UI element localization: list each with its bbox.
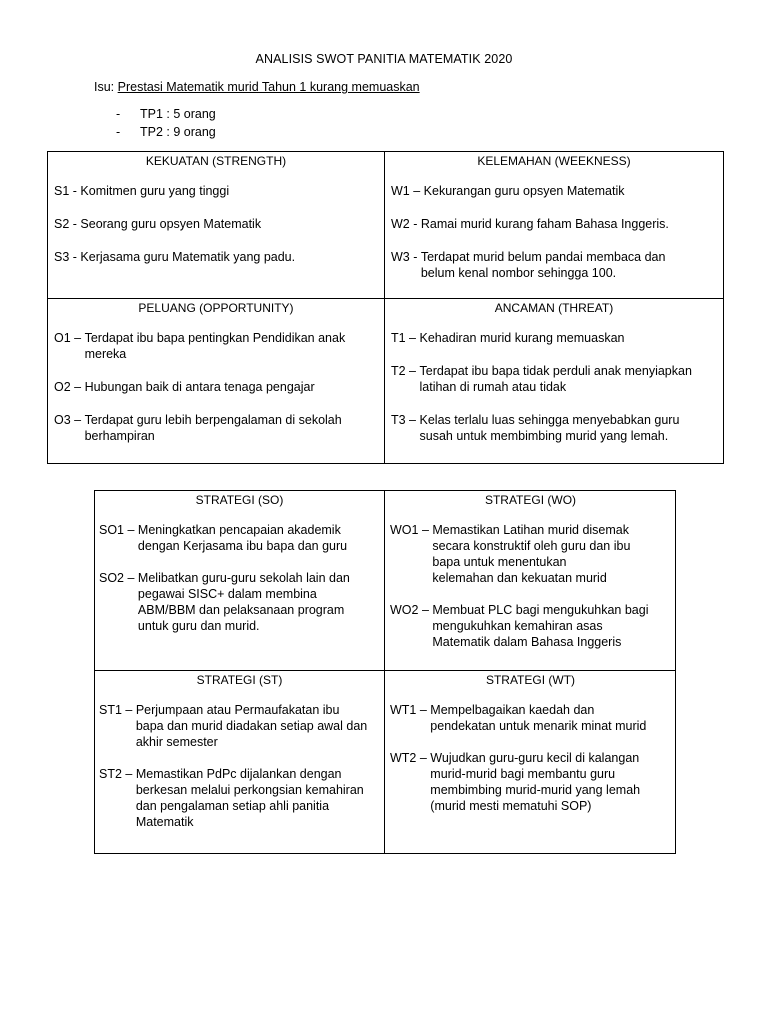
item-text: [420, 412, 718, 444]
item-line: dan pengalaman setiap ahli panitia: [135, 799, 330, 813]
item-code: O3 –: [54, 413, 85, 427]
item-line: (murid mesti mematuhi SOP): [430, 799, 592, 813]
item-line: bapa dan murid diadakan setiap awal dan: [135, 719, 368, 733]
item-line: kelemahan dan kekuatan murid: [432, 571, 607, 585]
item-line: Melibatkan guru-guru sekolah lain dan: [137, 571, 350, 585]
list-item: [390, 702, 671, 734]
threat-cell: [385, 299, 724, 464]
item-code: W2 -: [391, 217, 421, 231]
list-item: [99, 766, 380, 830]
tp-text: TP2 : 9 orang: [140, 125, 216, 139]
item-line: bapa untuk menentukan: [432, 555, 567, 569]
item-text: [80, 216, 378, 232]
item-text: [430, 750, 671, 814]
item-text: [421, 249, 717, 281]
list-item: [54, 379, 378, 395]
document-title: ANALISIS SWOT PANITIA MATEMATIK 2020: [255, 52, 513, 66]
tp-item: [116, 107, 216, 121]
item-code: O1 –: [54, 331, 85, 345]
item-line: Perjumpaan atau Permaufakatan ibu: [135, 703, 340, 717]
list-item: [391, 412, 717, 444]
item-line: Ramai murid kurang faham Bahasa Inggeris.: [420, 217, 669, 231]
item-code: W1 –: [391, 184, 424, 198]
item-line: belum kenal nombor sehingga 100.: [420, 266, 617, 280]
list-item: [391, 363, 717, 395]
list-item: [391, 330, 717, 346]
tp-item: [116, 125, 216, 139]
item-text: [420, 363, 718, 395]
item-text: [424, 183, 717, 199]
item-code: ST2 –: [99, 767, 136, 781]
item-code: WT1 –: [390, 703, 431, 717]
strategy-wt-cell: [385, 671, 676, 854]
item-line: Mempelbagaikan kaedah dan: [430, 703, 595, 717]
item-line: pegawai SISC+ dalam membina: [137, 587, 317, 601]
list-item: [99, 702, 380, 750]
item-text: [138, 522, 380, 554]
item-line: berhampiran: [84, 429, 155, 443]
item-line: Terdapat guru lebih berpengalaman di sekolah: [84, 413, 342, 427]
item-line: Kelas terlalu luas sehingga menyebabkan guru: [419, 413, 680, 427]
cell-heading: STRATEGI (WO): [484, 493, 577, 507]
opportunity-cell: [48, 299, 385, 464]
item-line: Terdapat murid belum pandai membaca dan: [420, 250, 666, 264]
list-item: [99, 570, 380, 634]
item-line: Kekurangan guru opsyen Matematik: [423, 184, 625, 198]
issue-label: Isu:: [94, 80, 115, 94]
strength-cell: [48, 152, 385, 299]
cell-heading: KELEMAHAN (WEEKNESS): [477, 154, 631, 168]
list-item: [391, 183, 717, 199]
weakness-cell: [385, 152, 724, 299]
item-code: T3 –: [391, 413, 420, 427]
item-line: Terdapat ibu bapa pentingkan Pendidikan anak: [84, 331, 346, 345]
item-code: SO1 –: [99, 523, 138, 537]
item-text: [432, 522, 671, 586]
item-text: [136, 702, 380, 750]
item-code: WO1 –: [390, 523, 433, 537]
cell-heading: STRATEGI (WT): [485, 673, 576, 687]
item-line: Matematik dalam Bahasa Inggeris: [432, 635, 622, 649]
list-item: [54, 330, 378, 362]
item-line: secara konstruktif oleh guru dan ibu: [432, 539, 631, 553]
item-text: [136, 766, 380, 830]
item-line: Komitmen guru yang tinggi: [80, 184, 230, 198]
item-code: WT2 –: [390, 751, 431, 765]
list-item: [99, 522, 380, 554]
item-line: Terdapat ibu bapa tidak perduli anak menyiapkan: [419, 364, 692, 378]
strategy-wo-cell: [385, 491, 676, 671]
item-line: Wujudkan guru-guru kecil di kalangan: [430, 751, 640, 765]
issue-line: [94, 80, 420, 94]
item-text: [432, 602, 671, 650]
tp-bullet: -: [116, 107, 121, 121]
strategy-table: [94, 490, 676, 854]
item-text: [420, 330, 718, 346]
item-line: Hubungan baik di antara tenaga pengajar: [84, 380, 315, 394]
cell-heading: ANCAMAN (THREAT): [494, 301, 614, 315]
item-line: akhir semester: [135, 735, 218, 749]
list-item: [54, 183, 378, 199]
item-line: Matematik: [135, 815, 194, 829]
item-line: Meningkatkan pencapaian akademik: [137, 523, 341, 537]
item-text: [80, 183, 378, 199]
list-item: [390, 522, 671, 586]
tp-text: TP1 : 5 orang: [140, 107, 216, 121]
item-line: berkesan melalui perkongsian kemahiran: [135, 783, 364, 797]
item-line: Memastikan Latihan murid disemak: [432, 523, 629, 537]
strategy-st-cell: [95, 671, 385, 854]
item-text: [85, 379, 378, 395]
item-code: SO2 –: [99, 571, 138, 585]
item-line: Memastikan PdPc dijalankan dengan: [135, 767, 342, 781]
item-line: Kehadiran murid kurang memuaskan: [419, 331, 625, 345]
strategy-so-cell: [95, 491, 385, 671]
tp-bullet: -: [116, 125, 121, 139]
item-code: T1 –: [391, 331, 420, 345]
item-text: [430, 702, 671, 734]
item-code: O2 –: [54, 380, 85, 394]
item-text: [80, 249, 378, 265]
item-line: susah untuk membimbing murid yang lemah.: [419, 429, 669, 443]
item-text: [85, 412, 378, 444]
list-item: [391, 216, 717, 232]
item-code: T2 –: [391, 364, 420, 378]
item-text: [421, 216, 717, 232]
cell-heading: STRATEGI (ST): [196, 673, 283, 687]
list-item: [391, 249, 717, 281]
list-item: [54, 216, 378, 232]
list-item: [54, 249, 378, 265]
item-line: pendekatan untuk menarik minat murid: [430, 719, 647, 733]
item-text: [138, 570, 380, 634]
item-line: untuk guru dan murid.: [137, 619, 260, 633]
list-item: [54, 412, 378, 444]
item-line: ABM/BBM dan pelaksanaan program: [137, 603, 345, 617]
issue-text: Prestasi Matematik murid Tahun 1 kurang memuaskan: [117, 80, 420, 94]
item-code: S1 -: [54, 184, 81, 198]
item-line: Membuat PLC bagi mengukuhkan bagi: [432, 603, 649, 617]
list-item: [390, 602, 671, 650]
cell-heading: STRATEGI (SO): [195, 493, 284, 507]
list-item: [390, 750, 671, 814]
item-line: latihan di rumah atau tidak: [419, 380, 567, 394]
item-code: ST1 –: [99, 703, 136, 717]
swot-table: [47, 151, 724, 464]
item-line: mengukuhkan kemahiran asas: [432, 619, 603, 633]
item-line: membimbing murid-murid yang lemah: [430, 783, 641, 797]
item-code: S3 -: [54, 250, 81, 264]
item-line: Kerjasama guru Matematik yang padu.: [80, 250, 296, 264]
item-line: Seorang guru opsyen Matematik: [80, 217, 262, 231]
item-line: murid-murid bagi membantu guru: [430, 767, 616, 781]
item-text: [85, 330, 378, 362]
item-code: WO2 –: [390, 603, 433, 617]
item-line: mereka: [84, 347, 127, 361]
cell-heading: KEKUATAN (STRENGTH): [145, 154, 287, 168]
item-code: S2 -: [54, 217, 81, 231]
item-code: W3 -: [391, 250, 421, 264]
cell-heading: PELUANG (OPPORTUNITY): [138, 301, 294, 315]
item-line: dengan Kerjasama ibu bapa dan guru: [137, 539, 348, 553]
